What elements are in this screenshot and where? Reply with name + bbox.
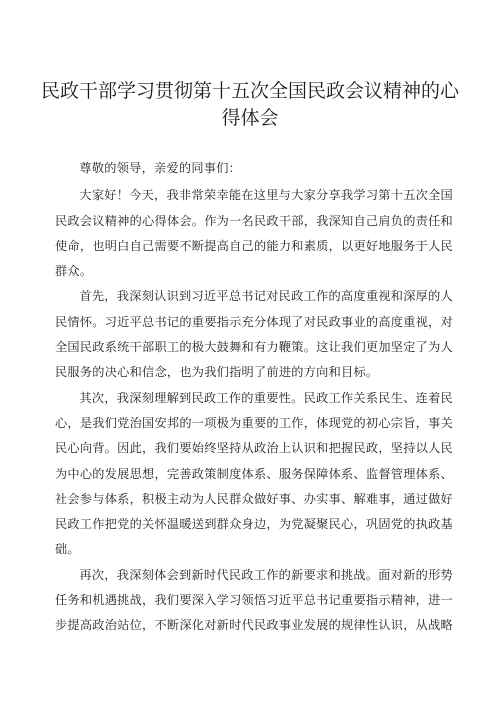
body-paragraph: 首先，我深刻认识到习近平总书记对民政工作的高度重视和深厚的人民情怀。习近平总书记的重要指示充分体现了对民政事业的高度重视，对全国民政系统干部职工的极大鼓舞和有力鞭策。这让我们更加坚定了为人民服务的决心和信念，也为我们指明了前进的方向和目标。 xyxy=(55,289,453,380)
body-paragraph: 再次，我深刻体会到新时代民政工作的新要求和挑战。面对新的形势任务和机遇挑战，我们要深入学习领悟习近平总书记重要指示精神，进一步提高政治站位，不断深化对新时代民政事业发展的规律性认识，从战略 xyxy=(55,567,453,633)
body-paragraph: 其次，我深刻理解到民政工作的重要性。民政工作关系民生、连着民心，是我们党治国安邦的一项极为重要的工作，体现党的初心宗旨，事关民心向背。因此，我们要始终坚持从政治上认识和把握民政，坚持以人民为中心的发展思想，完善政策制度体系、服务保障体系、监督管理体系、社会参与体系，积极主动为人民群众做好事、办实事、解难事，通过做好民政工作把党的关怀温暖送到群众身边，为党凝聚民心，巩固党的执政基础。 xyxy=(55,390,453,557)
body-paragraph: 大家好！今天，我非常荣幸能在这里与大家分享我学习第十五次全国民政会议精神的心得体会。作为一名民政干部，我深知自己肩负的责任和使命，也明白自己需要不断提高自己的能力和素质，以更好地服务于人民群众。 xyxy=(55,188,453,279)
document-body xyxy=(55,156,453,639)
document-title: 民政干部学习贯彻第十五次全国民政会议精神的心得体会 xyxy=(40,80,459,129)
greeting-line: 尊敬的领导，亲爱的同事们： xyxy=(79,161,242,175)
